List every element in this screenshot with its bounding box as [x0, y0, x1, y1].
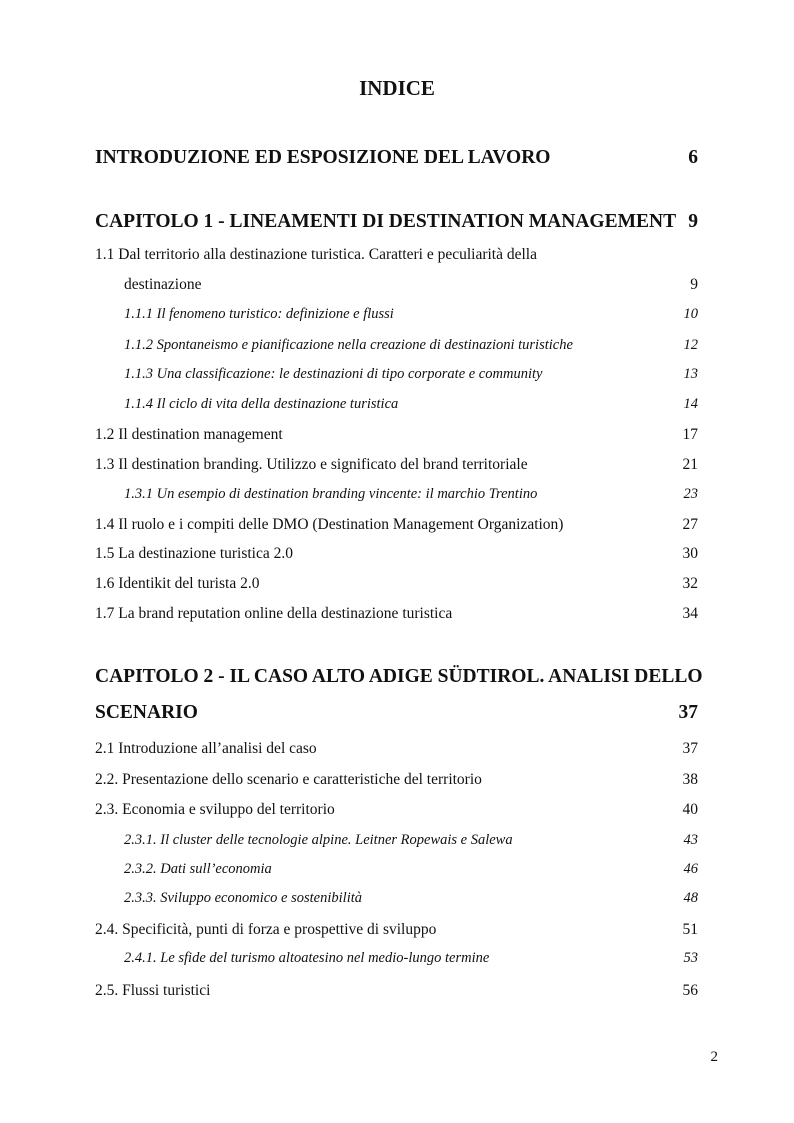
toc-entry [95, 575, 698, 593]
toc-entry [124, 396, 698, 413]
toc-entry-text: destinazione [124, 276, 202, 293]
toc-entry-page: 23 [683, 486, 698, 502]
toc-entry-page: 27 [682, 516, 698, 533]
toc-entry-text: 2.4. Specificità, punti di forza e prospettive di sviluppo [95, 921, 437, 938]
toc-entry-page: 9 [690, 276, 698, 293]
toc-entry-text: 2.2. Presentazione dello scenario e caratteristiche del territorio [95, 771, 482, 788]
toc-entry [95, 921, 698, 939]
toc-entry-page: 51 [682, 921, 698, 938]
toc-entry-page: 37 [678, 702, 698, 723]
page-number: 2 [710, 1049, 718, 1065]
toc-entry-page: 6 [688, 147, 698, 168]
toc-entry [124, 276, 698, 294]
toc-entry-page: 48 [683, 890, 698, 906]
toc-entry [124, 950, 698, 967]
toc-entry [95, 740, 698, 758]
toc-entry-text: 2.5. Flussi turistici [95, 982, 211, 999]
toc-entry-page: 9 [688, 211, 698, 232]
toc-entry-text: 2.3.1. Il cluster delle tecnologie alpine. Leitner Ropewais e Salewa [124, 832, 513, 848]
toc-entry-page: 12 [683, 337, 698, 353]
toc-entry [95, 545, 698, 563]
toc-entry-page: 40 [682, 801, 698, 818]
toc-entry-text: 2.3.2. Dati sull’economia [124, 861, 272, 877]
toc-entry-text: INTRODUZIONE ED ESPOSIZIONE DEL LAVORO [95, 147, 551, 168]
toc-entry-page: 32 [682, 575, 698, 592]
toc-entry-text: 1.5 La destinazione turistica 2.0 [95, 545, 293, 562]
toc-entry-text: 1.3 Il destination branding. Utilizzo e significato del brand territoriale [95, 456, 528, 473]
toc-entry [124, 486, 698, 503]
toc-entry-page: 10 [683, 306, 698, 322]
toc-entry-text: CAPITOLO 1 - LINEAMENTI DI DESTINATION MANAGEMENT [95, 211, 677, 232]
toc-entry-page: 46 [683, 861, 698, 877]
toc-entry-text: 2.1 Introduzione all’analisi del caso [95, 740, 317, 757]
toc-entry [124, 337, 698, 354]
toc-entry-text: 1.7 La brand reputation online della destinazione turistica [95, 605, 453, 622]
toc-entry-text: 2.3. Economia e sviluppo del territorio [95, 801, 335, 818]
toc-entry [95, 516, 698, 534]
toc-entry [95, 702, 698, 724]
toc-entry-text: 1.2 Il destination management [95, 426, 283, 443]
toc-entry-page: 56 [682, 982, 698, 999]
toc-entry [95, 666, 703, 688]
toc-entry [95, 211, 698, 233]
index-title: INDICE [359, 76, 435, 100]
toc-entry [124, 832, 698, 849]
toc-entry-page: 14 [683, 396, 698, 412]
toc-entry-text: 1.1.1 Il fenomeno turistico: definizione e flussi [124, 306, 394, 322]
toc-entry-page: 13 [683, 366, 698, 382]
toc-entry [95, 771, 698, 789]
toc-entry [95, 426, 698, 444]
toc-entry-page: 37 [682, 740, 698, 757]
toc-entry [124, 890, 698, 907]
toc-entry-page: 53 [683, 950, 698, 966]
toc-entry-page: 38 [682, 771, 698, 788]
toc-entry-text: 1.6 Identikit del turista 2.0 [95, 575, 260, 592]
toc-entry-text: 1.1.3 Una classificazione: le destinazioni di tipo corporate e community [124, 366, 543, 382]
toc-entry [95, 982, 698, 1000]
toc-entry-text: 1.1.4 Il ciclo di vita della destinazione turistica [124, 396, 399, 412]
toc-entry [95, 246, 698, 264]
toc-entry [124, 366, 698, 383]
toc-entry [95, 801, 698, 819]
toc-entry-page: 30 [682, 545, 698, 562]
toc-entry [95, 605, 698, 623]
toc-entry-text: 2.4.1. Le sfide del turismo altoatesino nel medio-lungo termine [124, 950, 490, 966]
toc-entry [95, 456, 698, 474]
toc-entry [124, 306, 698, 323]
toc-entry-text: 1.1.2 Spontaneismo e pianificazione nella creazione di destinazioni turistiche [124, 337, 573, 353]
toc-entry-page: 43 [683, 832, 698, 848]
toc-entry-text: SCENARIO [95, 702, 198, 723]
toc-entry-page: 34 [682, 605, 698, 622]
toc-entry-text: 2.3.3. Sviluppo economico e sostenibilità [124, 890, 363, 906]
toc-entry-text: 1.4 Il ruolo e i compiti delle DMO (Destination Management Organization) [95, 516, 564, 533]
toc-entry-text: CAPITOLO 2 - IL CASO ALTO ADIGE SÜDTIROL. ANALISI DELLO [95, 666, 703, 687]
toc-entry [95, 147, 698, 169]
toc-entry-text: 1.3.1 Un esempio di destination branding vincente: il marchio Trentino [124, 486, 538, 502]
toc-entry-page: 17 [682, 426, 698, 443]
toc-entry-text: 1.1 Dal territorio alla destinazione turistica. Caratteri e peculiarità della [95, 246, 537, 263]
toc-entry [124, 861, 698, 878]
toc-entry-page: 21 [682, 456, 698, 473]
